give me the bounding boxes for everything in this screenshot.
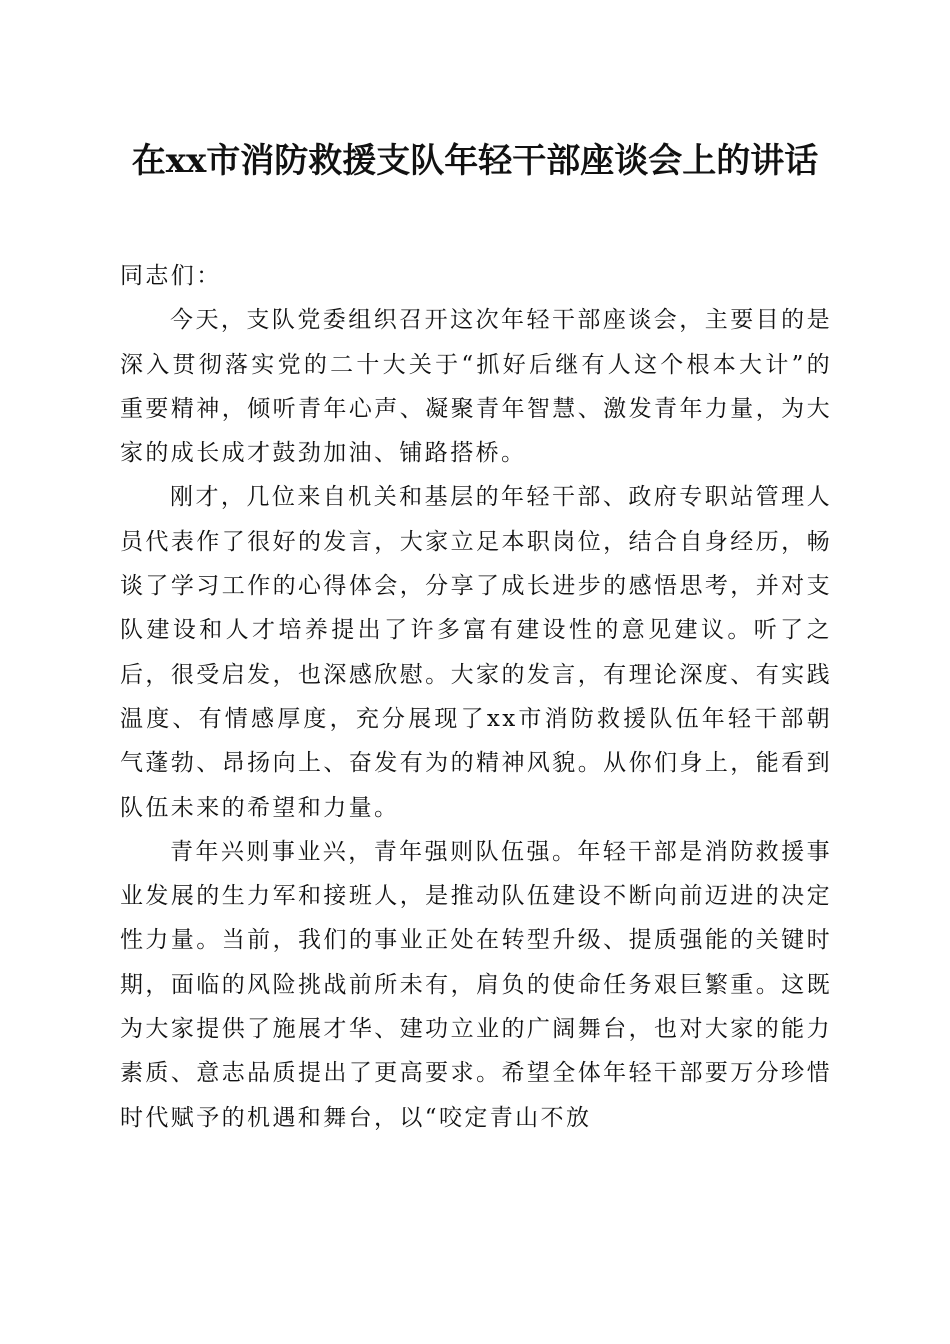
paragraph-1: 今天，支队党委组织召开这次年轻干部座谈会，主要目的是深入贯彻落实党的二十大关于“抓好后继有人这个根本大计”的重要精神，倾听青年心声、凝聚青年智慧、激发青年力量，为大家的成长成才鼓劲加油、铺路搭桥。 — [120, 307, 832, 467]
document-title: 在xx市消防救援支队年轻干部座谈会上的讲话 — [131, 141, 819, 181]
paragraph-3: 青年兴则事业兴，青年强则队伍强。年轻干部是消防救援事业发展的生力军和接班人，是推动队伍建设不断向前迈进的决定性力量。当前，我们的事业正处在转型升级、提质强能的关键时期，面临的风险挑战前所未有，肩负的使命任务艰巨繁重。这既为大家提供了施展才华、建功立业的广阔舞台，也对大家的能力素质、意志品质提出了更高要求。希望全体年轻干部要万分珍惜时代赋予的机遇和舞台，以“咬定青山不放 — [120, 838, 832, 1131]
salutation: 同志们： — [120, 263, 222, 289]
paragraph-2: 刚才，几位来自机关和基层的年轻干部、政府专职站管理人员代表作了很好的发言，大家立足本职岗位，结合自身经历，畅谈了学习工作的心得体会，分享了成长进步的感悟思考，并对支队建设和人才培养提出了许多富有建设性的意见建议。听了之后，很受启发，也深感欣慰。大家的发言，有理论深度、有实践温度、有情感厚度，充分展现了xx市消防救援队伍年轻干部朝气蓬勃、昂扬向上、奋发有为的精神风貌。从你们身上，能看到队伍未来的希望和力量。 — [120, 484, 832, 821]
document-body — [120, 254, 832, 1140]
